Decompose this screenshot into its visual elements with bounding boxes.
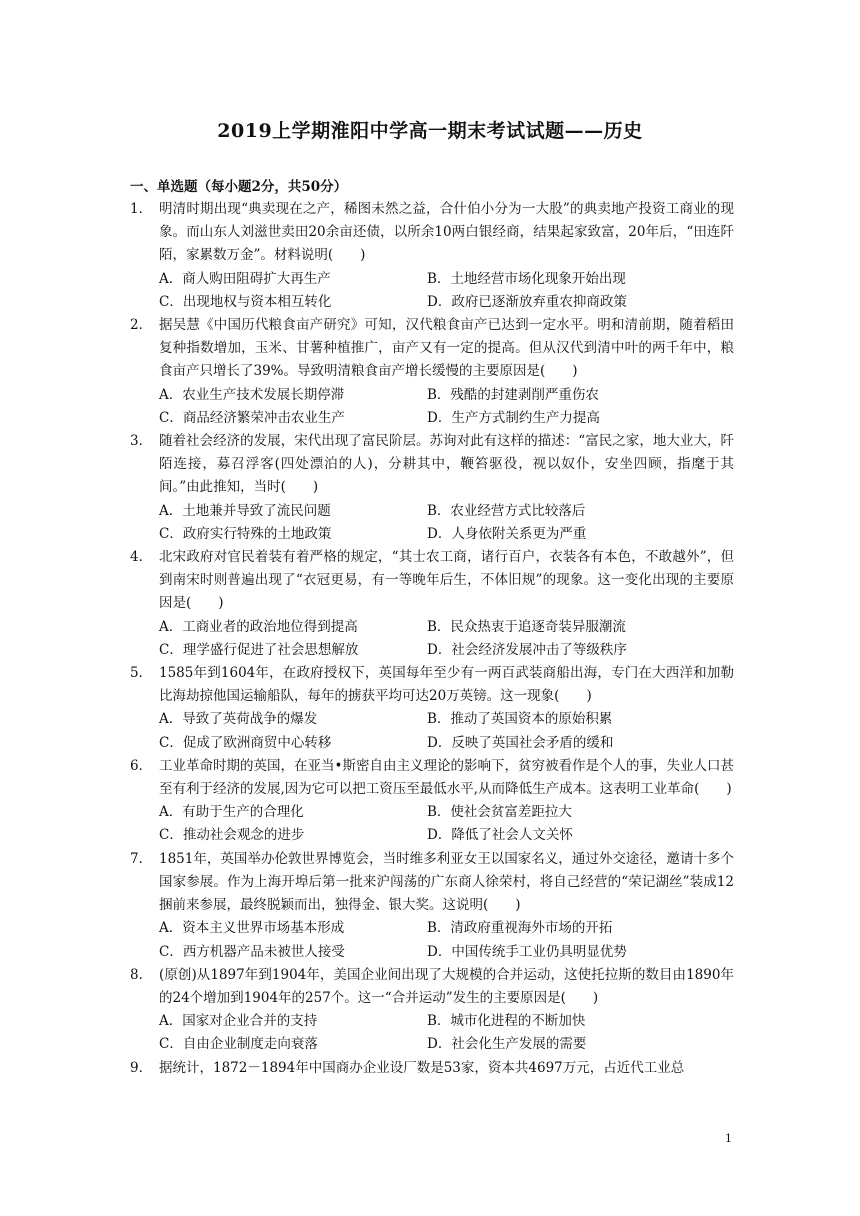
answer-option-a: A．有助于生产的合理化 [159,804,304,821]
answer-option-d: D．社会经济发展冲击了等级秩序 [427,641,627,658]
answer-option-c: C．促成了欧洲商贸中心转移 [159,734,332,751]
answer-option-c: C．自由企业制度走向衰落 [159,1036,318,1053]
page-title: 2019上学期淮阳中学高一期末考试试题——历史 [217,120,643,142]
question-7 [130,848,734,964]
question-stem [130,314,734,384]
question-5 [130,662,734,755]
answer-option-b: B．使社会贫富差距拉大 [427,804,572,821]
question-number: 8． [130,966,153,983]
answer-option-d: D．降低了社会人文关怀 [427,827,573,844]
answer-option-d: D．政府已逐渐放弃重农抑商政策 [427,293,627,310]
answer-option-c: C．商品经济繁荣冲击农业生产 [159,409,345,426]
answer-option-a: A．导致了英荷战争的爆发 [159,711,318,728]
question-stem [130,662,734,708]
question-8 [130,964,734,1057]
answer-option-c: C．出现地权与资本相互转化 [159,293,332,310]
question-text: 1851年，英国举办伦敦世界博览会，当时维多利亚女王以国家名义，通过外交途径，邀请十多个国家参展。作为上海开埠后第一批来沪闯荡的广东商人徐荣村，将自己经营的“荣记湖丝”装成12捆前来参展，最终脱颖而出，独得金、银大奖。这说明( ) [159,850,734,914]
answer-option-c: C．政府实行特殊的土地政策 [159,525,332,542]
answer-options [130,708,734,754]
answer-option-d: D．反映了英国社会矛盾的缓和 [427,734,614,751]
question-number: 9． [130,1059,153,1076]
page-number: 1 [725,1132,732,1145]
question-text: 1585年到1604年，在政府授权下，英国每年至少有一两百武装商船出海，专门在大西洋和加勒比海劫掠他国运输船队，每年的掳获平均可达20万英镑。这一现象( ) [159,665,734,705]
question-4 [130,546,734,662]
answer-option-a: A．国家对企业合并的支持 [159,1013,318,1030]
question-stem [130,848,734,918]
answer-option-a: A．商人购田阻碍扩大再生产 [159,270,331,287]
answer-option-b: B．推动了英国资本的原始积累 [427,711,613,728]
question-number: 3． [130,433,153,450]
answer-option-b: B．残酷的封建剥削严重伤农 [427,386,599,403]
question-stem [130,1057,734,1080]
question-text: 明清时期出现“典卖现在之产，稀图未然之益，合什伯小分为一大股”的典卖地产投资工商业的现象。而山东人刘滋世卖田20余亩还债，以所余10两白银经商，结果起家致富，20年后，“田连阡陌，家累数万金”。材料说明( ) [159,201,734,264]
answer-option-b: B．农业经营方式比较落后 [427,502,586,519]
question-text: 北宋政府对官民着装有着严格的规定，“其士农工商，诸行百户，衣装各有本色，不敢越外”，但到南宋时则普遍出现了“衣冠更易，有一等晚年后生，不体旧规”的现象。这一变化出现的主要原因是( ) [159,549,734,612]
question-stem [130,430,734,500]
answer-options [130,384,734,430]
question-text: 工业革命时期的英国，在亚当•斯密自由主义理论的影响下，贫穷被看作是个人的事，失业人口甚至有利于经济的发展,因为它可以把工资压至最低水平,从而降低生产成本。这表明工业革命( ) [159,757,734,798]
question-number: 4． [130,549,153,566]
answer-option-b: B．土地经营市场化现象开始出现 [427,270,626,287]
question-6 [130,755,734,848]
question-stem [130,755,734,801]
answer-option-a: A．工商业者的政治地位得到提高 [159,618,358,635]
answer-option-a: A．农业生产技术发展长期停滞 [159,386,345,403]
question-number: 5． [130,665,153,682]
question-stem [130,198,734,268]
answer-option-d: D．生产方式制约生产力提高 [427,409,600,426]
answer-option-c: C．西方机器产品未被世人接受 [159,943,345,960]
section-heading: 一、单选题（每小题2分，共50分） [130,179,348,195]
answer-options [130,1010,734,1056]
answer-options [130,500,734,546]
question-text: 据统计，1872－1894年中国商办企业设厂数是53家，资本共4697万元，占近代工业总 [159,1059,685,1076]
question-9 [130,1057,734,1080]
answer-option-d: D．人身依附关系更为严重 [427,525,587,542]
answer-options [130,917,734,963]
question-number: 1． [130,201,153,217]
answer-options [130,616,734,662]
answer-options [130,801,734,847]
question-stem [130,964,734,1010]
answer-option-d: D．社会化生产发展的需要 [427,1036,587,1053]
question-text: 随着社会经济的发展，宋代出现了富民阶层。苏询对此有这样的描述：“富民之家，地大业大，阡陌连接，募召浮客(四处漂泊的人)，分耕其中，鞭笞驱役，视以奴仆，安坐四顾，指麾于其间。”由此推知，当时( ) [159,433,734,496]
question-1 [130,198,734,314]
question-number: 7． [130,850,153,867]
question-number: 6． [130,757,153,774]
answer-option-c: C．推动社会观念的进步 [159,827,305,844]
answer-option-a: A．土地兼并导致了流民问题 [159,502,331,519]
answer-option-c: C．理学盛行促进了社会思想解放 [159,641,359,658]
question-number: 2． [130,317,153,334]
question-3 [130,430,734,546]
answer-options [130,268,734,314]
answer-option-d: D．中国传统手工业仍具明显优势 [427,943,627,960]
question-text: (原创)从1897年到1904年，美国企业间出现了大规模的合并运动，这使托拉斯的数目由1890年的24个增加到1904年的257个。这一“合并运动”发生的主要原因是( ) [159,966,734,1006]
question-stem [130,546,734,616]
question-list [130,198,734,1080]
answer-option-b: B．城市化进程的不断加快 [427,1013,586,1030]
answer-option-b: B．清政府重视海外市场的开拓 [427,920,613,937]
question-2 [130,314,734,430]
question-text: 据吴慧《中国历代粮食亩产研究》可知，汉代粮食亩产已达到一定水平。明和清前期，随着稻田复种指数增加，玉米、甘薯种植推广，亩产又有一定的提高。但从汉代到清中叶的两千年中，粮食亩产只增长了39%。导致明清粮食亩产增长缓慢的主要原因是( ) [159,317,734,380]
answer-option-a: A．资本主义世界市场基本形成 [159,920,345,937]
answer-option-b: B．民众热衷于追逐奇装异服潮流 [427,618,626,635]
